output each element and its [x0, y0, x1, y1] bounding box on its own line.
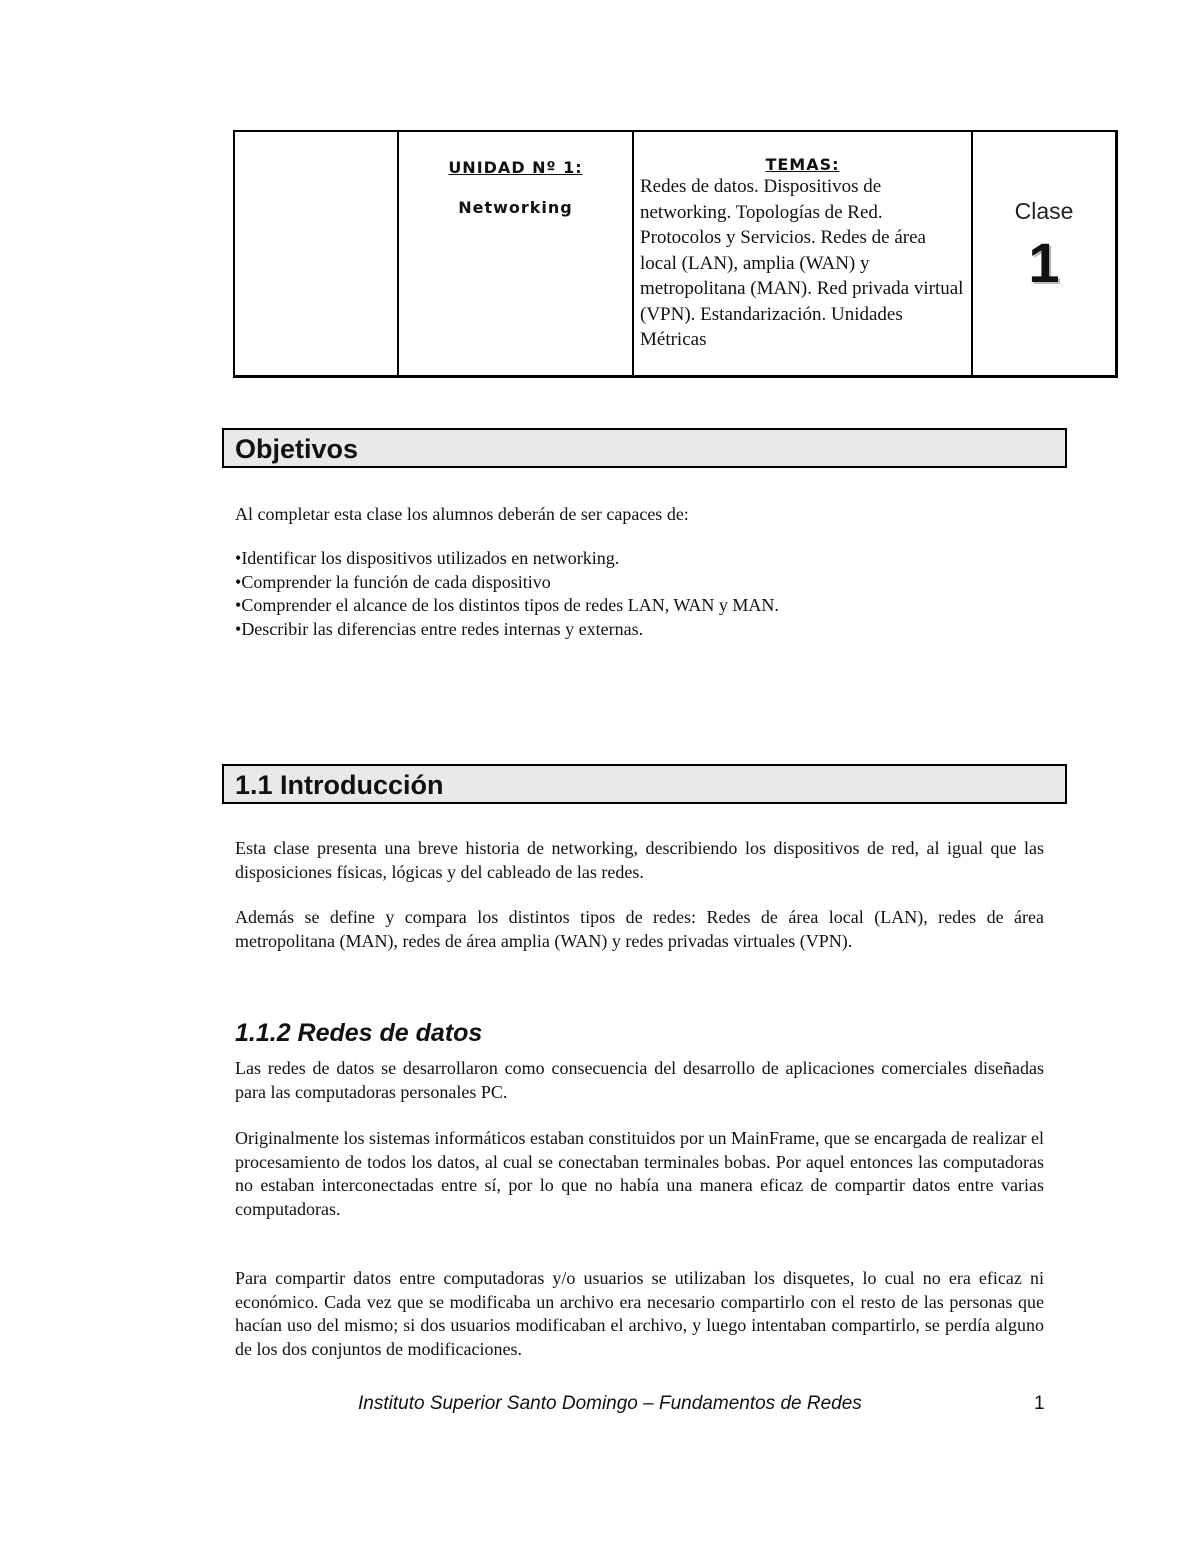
temas-text: Redes de datos. Dispositivos de networking. Topologías de Red. Protocolos y Servicios. Redes de área local (LAN), amplia (WAN) y metropolitana (MAN). Red privada virtual (VPN). Estandarización. Unidades Métricas — [640, 176, 964, 350]
temas-title: TEMAS: — [765, 155, 840, 174]
list-item: • Comprender el alcance de los distintos tipos de redes LAN, WAN y MAN. — [235, 594, 1044, 618]
redes-datos-paragraph-2: Originalmente los sistemas informáticos estaban constituidos por un MainFrame, que se encargada de realizar el procesamiento de todos los datos, al cual se conectaban terminales bobas. Por aquel entonces las computadoras no estaban interconectadas entre sí, por lo que no había una manera eficaz de compartir datos entre varias computadoras. — [235, 1128, 1044, 1219]
unit-name: Networking — [458, 198, 573, 217]
header-table — [233, 130, 1118, 378]
objetivos-list — [235, 547, 1044, 641]
redes-datos-paragraph-1: Las redes de datos se desarrollaron como consecuencia del desarrollo de aplicaciones comerciales diseñadas para las computadoras personales PC. — [235, 1058, 1044, 1102]
objetivos-heading: Objetivos — [222, 428, 1067, 468]
temas-cell — [633, 131, 972, 377]
introduccion-paragraph-2: Además se define y compara los distintos tipos de redes: Redes de área local (LAN), redes de área metropolitana (MAN), redes de área amplia (WAN) y redes privadas virtuales (VPN). — [235, 907, 1044, 951]
unit-cell — [398, 131, 633, 377]
introduccion-paragraph-1: Esta clase presenta una breve historia de networking, describiendo los dispositivos de red, al igual que las disposiciones físicas, lógicas y del cableado de las redes. — [235, 838, 1044, 882]
introduccion-heading: 1.1 Introducción — [222, 764, 1067, 804]
clase-label: Clase — [1014, 198, 1074, 224]
list-item: • Identificar los dispositivos utilizados en networking. — [235, 547, 1044, 571]
footer-text: Instituto Superior Santo Domingo – Fundamentos de Redes — [358, 1393, 862, 1414]
redes-datos-heading: 1.1.2 Redes de datos — [235, 1019, 483, 1047]
list-item: • Describir las diferencias entre redes internas y externas. — [235, 618, 1044, 642]
clase-number: 1 — [1028, 231, 1060, 294]
header-empty-cell — [234, 131, 398, 377]
redes-datos-paragraph-3: Para compartir datos entre computadoras y/o usuarios se utilizaban los disquetes, lo cual no era eficaz ni económico. Cada vez que se modificaba un archivo era necesario compartirlo con el resto de las personas que hacían uso del mismo; si dos usuarios modificaban el archivo, y luego intentaban compartirlo, se perdía alguno de los dos conjuntos de modificaciones. — [235, 1268, 1044, 1359]
page-number: 1 — [1034, 1393, 1045, 1414]
unit-title: UNIDAD Nº 1: — [448, 158, 583, 177]
clase-cell — [972, 131, 1117, 377]
list-item: • Comprender la función de cada dispositivo — [235, 571, 1044, 595]
objetivos-intro: Al completar esta clase los alumnos deberán de ser capaces de: — [235, 504, 689, 524]
